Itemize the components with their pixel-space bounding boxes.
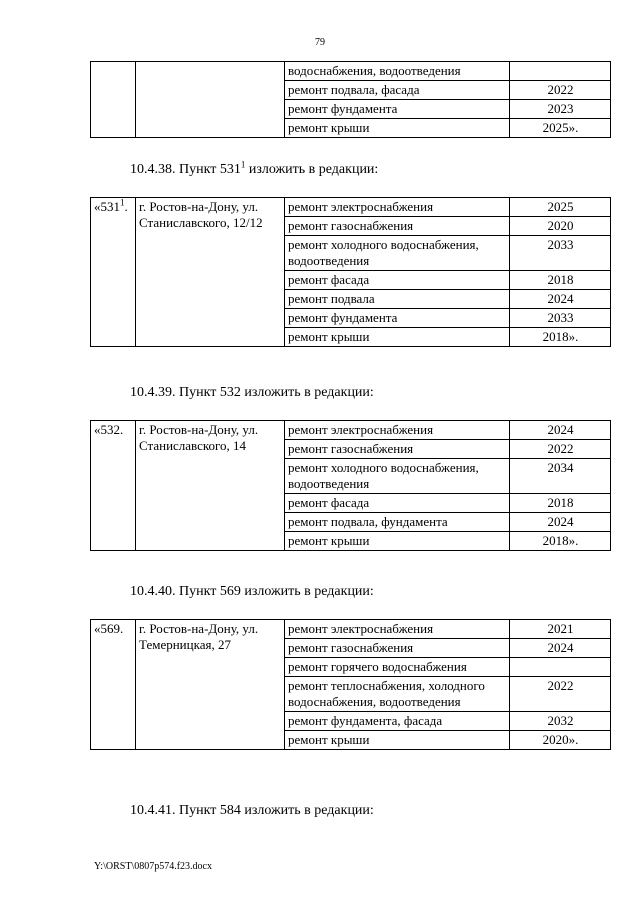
- item-number-cell: [91, 62, 136, 138]
- table-row: [91, 421, 611, 440]
- work-cell: ремонт крыши: [285, 119, 510, 138]
- work-cell: ремонт электроснабжения: [285, 198, 510, 217]
- address-cell: г. Ростов-на-Дону, ул. Темерницкая, 27: [136, 620, 285, 750]
- work-cell: ремонт крыши: [285, 532, 510, 551]
- work-cell: ремонт крыши: [285, 328, 510, 347]
- work-cell: ремонт фундамента, фасада: [285, 712, 510, 731]
- year-cell: 2020: [510, 217, 611, 236]
- work-cell: ремонт фундамента: [285, 100, 510, 119]
- year-cell: 2024: [510, 513, 611, 532]
- heading-text: 10.4.38. Пункт 531: [130, 162, 241, 177]
- item-table-531-1: [90, 197, 611, 347]
- table-row: [91, 62, 611, 81]
- work-cell: ремонт фасада: [285, 271, 510, 290]
- work-cell: ремонт фундамента: [285, 309, 510, 328]
- section-heading: 10.4.41. Пункт 584 изложить в редакции:: [130, 803, 374, 818]
- year-cell: 2034: [510, 459, 611, 494]
- continuation-table: [90, 61, 611, 138]
- work-cell: ремонт электроснабжения: [285, 421, 510, 440]
- year-cell: 2018».: [510, 532, 611, 551]
- year-cell: 2022: [510, 440, 611, 459]
- year-cell: 2024: [510, 290, 611, 309]
- year-cell: 2018: [510, 494, 611, 513]
- year-cell: [510, 658, 611, 677]
- heading-text: изложить в редакции:: [245, 162, 379, 177]
- work-cell: ремонт газоснабжения: [285, 639, 510, 658]
- work-cell: ремонт крыши: [285, 731, 510, 750]
- item-number-superscript: 1: [120, 197, 125, 208]
- item-number-cell: «569.: [91, 620, 136, 750]
- year-cell: 2018: [510, 271, 611, 290]
- section-heading: [130, 161, 378, 179]
- work-cell: водоснабжения, водоотведения: [285, 62, 510, 81]
- work-cell: ремонт подвала: [285, 290, 510, 309]
- table-row: [91, 198, 611, 217]
- work-cell: ремонт газоснабжения: [285, 217, 510, 236]
- year-cell: 2024: [510, 421, 611, 440]
- work-cell: ремонт холодного водоснабжения, водоотведения: [285, 236, 510, 271]
- work-cell: ремонт подвала, фасада: [285, 81, 510, 100]
- year-cell: 2032: [510, 712, 611, 731]
- address-cell: г. Ростов-на-Дону, ул. Станиславского, 14: [136, 421, 285, 551]
- year-cell: [510, 62, 611, 81]
- page-number: 79: [315, 37, 325, 48]
- year-cell: 2021: [510, 620, 611, 639]
- year-cell: 2025».: [510, 119, 611, 138]
- file-path-footer: Y:\ORST\0807p574.f23.docx: [94, 861, 212, 872]
- item-number-cell: «532.: [91, 421, 136, 551]
- year-cell: 2022: [510, 81, 611, 100]
- year-cell: 2024: [510, 639, 611, 658]
- item-table-569: [90, 619, 611, 750]
- work-cell: ремонт электроснабжения: [285, 620, 510, 639]
- work-cell: ремонт подвала, фундамента: [285, 513, 510, 532]
- work-cell: ремонт горячего водоснабжения: [285, 658, 510, 677]
- section-heading: 10.4.40. Пункт 569 изложить в редакции:: [130, 584, 374, 599]
- work-cell: ремонт теплоснабжения, холодного водоснабжения, водоотведения: [285, 677, 510, 712]
- heading-superscript: 1: [240, 159, 246, 170]
- work-cell: ремонт газоснабжения: [285, 440, 510, 459]
- year-cell: 2022: [510, 677, 611, 712]
- year-cell: 2033: [510, 236, 611, 271]
- item-number: «531: [94, 199, 120, 214]
- work-cell: ремонт фасада: [285, 494, 510, 513]
- year-cell: 2020».: [510, 731, 611, 750]
- item-number-suffix: .: [124, 199, 128, 214]
- table-row: [91, 620, 611, 639]
- year-cell: 2018».: [510, 328, 611, 347]
- year-cell: 2025: [510, 198, 611, 217]
- item-table-532: [90, 420, 611, 551]
- year-cell: 2023: [510, 100, 611, 119]
- work-cell: ремонт холодного водоснабжения, водоотведения: [285, 459, 510, 494]
- address-cell: [136, 62, 285, 138]
- item-number-cell: [91, 198, 136, 347]
- address-cell: г. Ростов-на-Дону, ул. Станиславского, 12/12: [136, 198, 285, 347]
- year-cell: 2033: [510, 309, 611, 328]
- section-heading: 10.4.39. Пункт 532 изложить в редакции:: [130, 385, 374, 400]
